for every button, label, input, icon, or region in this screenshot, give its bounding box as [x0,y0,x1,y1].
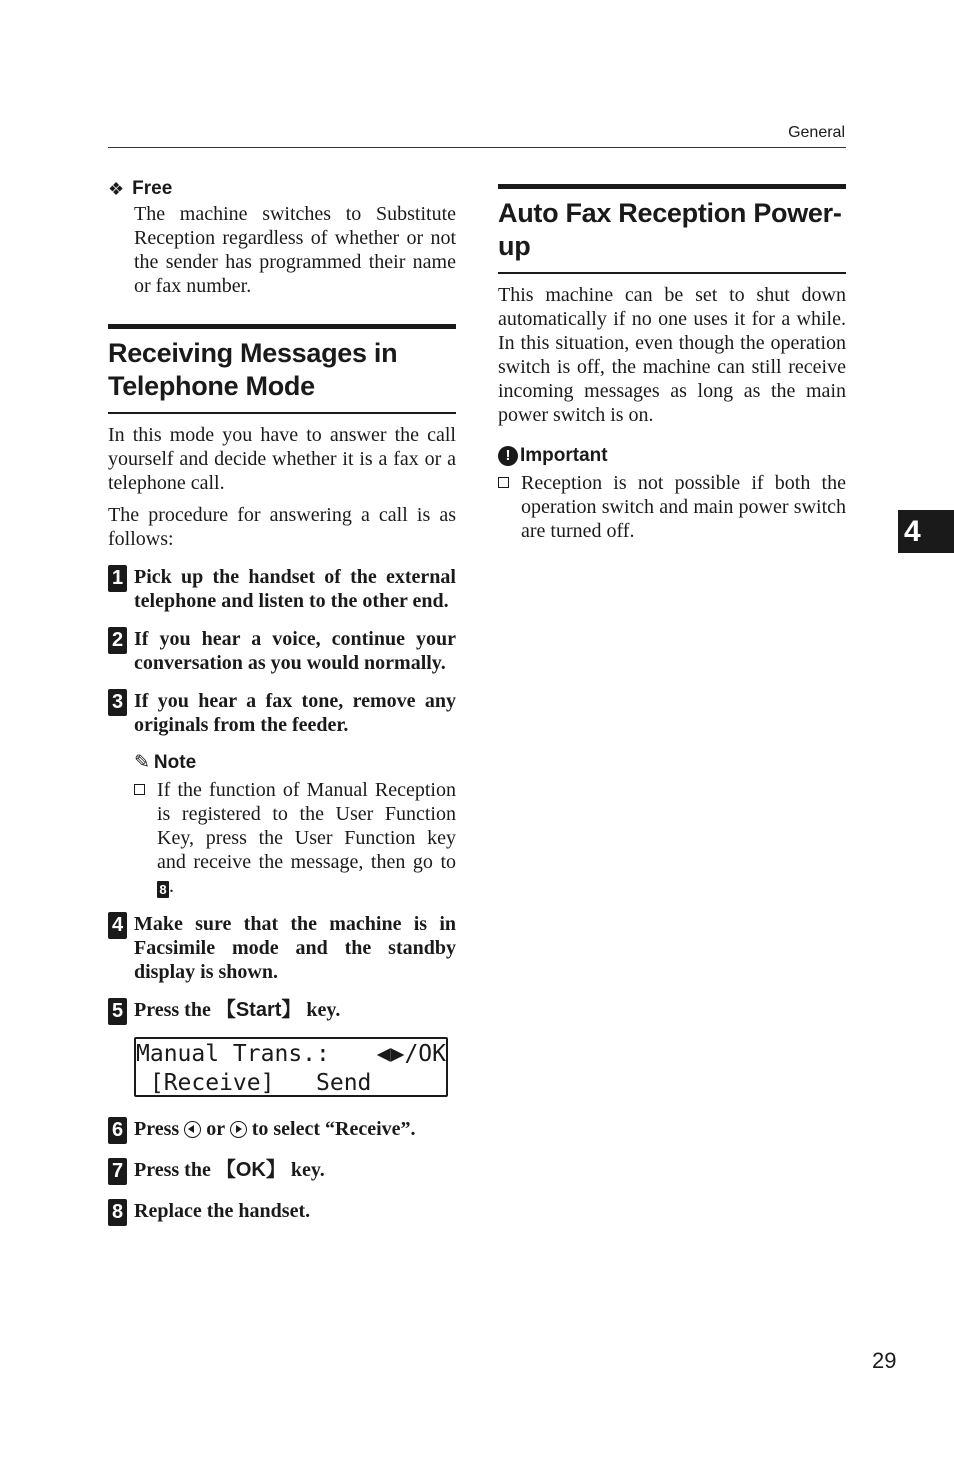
procedure-paragraph: The procedure for answering a call is as follows: [108,504,456,550]
right-column [498,184,846,543]
section-rule-top [498,184,846,189]
step-text-post: key. [301,999,341,1021]
important-heading [498,445,846,467]
step-1 [108,565,456,613]
step-number-badge: 8 [108,1199,127,1226]
start-key-label: Start [235,999,282,1021]
step-number-badge: 1 [108,565,127,592]
step-number-badge: 5 [108,998,127,1025]
free-text: The machine switches to Substitute Reception regardless of whether or not the sender has programmed their name or fax number. [134,203,456,297]
right-arrow-key-icon [230,1121,247,1138]
important-icon: ! [498,446,518,466]
diamond-bullet-icon: ❖ [108,179,125,199]
page-number: 29 [872,1348,897,1373]
section-rule-top [108,324,456,329]
power-up-paragraph: This machine can be set to shut down automatically if no one uses it for a while. In this situation, even though the operation switch is off, the machine can still receive incoming messages as long as the main power switch is on. [498,284,846,426]
step-number-badge: 4 [108,912,127,939]
section-rule-bottom [108,412,456,414]
bracket-open: 【 [215,1159,236,1181]
header-rule [108,147,846,148]
lcd-line-1-nav: ◀▶/OK [376,1041,446,1067]
step-text [134,998,456,1022]
bracket-close: 】 [265,1159,286,1181]
step-text [134,1158,456,1182]
note-label: Note [153,751,197,773]
step-text-post: to select “Receive”. [246,1118,416,1140]
step-text: Pick up the handset of the external telephone and listen to the other end. [134,566,456,612]
section-title: Auto Fax Reception Power-up [498,198,842,261]
lcd-line-2: [Receive] Send [136,1070,372,1096]
step-number-badge: 7 [108,1158,127,1185]
lcd-line-1-text: Manual Trans.: [136,1041,330,1067]
step-number-badge: 2 [108,627,127,654]
step-text-pre: Press the [134,1159,216,1181]
note-text [157,778,456,898]
step-4 [108,912,456,984]
step-8 [108,1199,456,1226]
section-title-line1: Receiving Messages in [108,338,398,368]
note-text-main: If the function of Manual Reception is registered to the User Function Key, press the User Function key and receive the message, then go to [157,779,456,873]
section-title-line2: Telephone Mode [108,371,315,401]
step-6 [108,1117,456,1144]
checkbox-bullet-icon [498,477,509,488]
running-header: General [788,124,845,141]
step-text-mid: or [201,1118,230,1140]
bracket-close: 】 [281,999,302,1021]
lcd-line-1 [136,1040,446,1069]
important-text: Reception is not possible if both the operation switch and main power switch are turned off. [521,472,846,542]
important-label: Important [520,445,608,466]
step-3 [108,689,456,737]
bracket-open: 【 [215,999,236,1021]
chapter-tab: 4 [898,510,954,553]
section-rule-bottom [498,272,846,274]
step-text: If you hear a fax tone, remove any originals from the feeder. [134,690,456,736]
step-text: If you hear a voice, continue your conversation as you would normally. [134,628,456,674]
step-2 [108,627,456,675]
pencil-icon: ✎ [134,752,150,773]
step-text-pre: Press [134,1118,185,1140]
step-5 [108,998,456,1025]
note-item [134,778,456,898]
step-text [134,1117,456,1141]
important-item [498,471,846,543]
checkbox-bullet-icon [134,784,145,795]
section-title [108,337,456,403]
step-text: Replace the handset. [134,1200,311,1222]
ok-key-label: OK [235,1159,266,1181]
lcd-display [134,1037,448,1097]
note-text-end: . [169,875,174,897]
step-text: Make sure that the machine is in Facsimile mode and the standby display is shown. [134,913,456,983]
step-number-badge: 6 [108,1117,127,1144]
free-heading [108,178,456,200]
intro-paragraph: In this mode you have to answer the call yourself and decide whether it is a fax or a telephone call. [108,424,456,494]
step-number-badge: 3 [108,689,127,716]
step-reference-badge: 8 [157,881,169,898]
left-column [108,176,456,1226]
left-arrow-key-icon [184,1121,201,1138]
step-7 [108,1158,456,1185]
step-text-post: key. [285,1159,325,1181]
note-heading [134,751,456,774]
note-block [134,751,456,898]
step-text-pre: Press the [134,999,216,1021]
free-label: Free [132,178,173,199]
